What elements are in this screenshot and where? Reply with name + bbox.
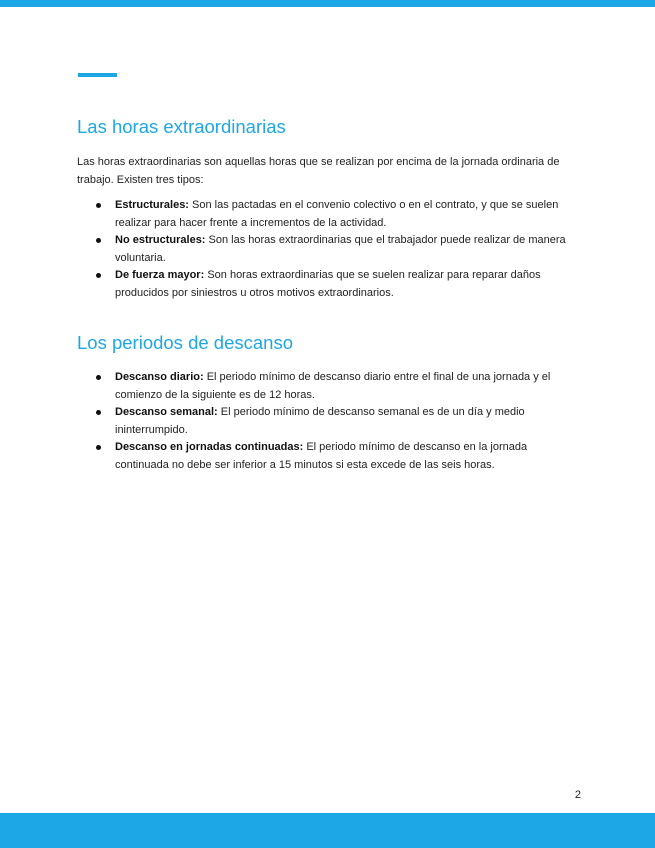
list-item xyxy=(77,232,582,267)
list-item xyxy=(77,197,582,232)
bottom-accent-bar xyxy=(0,813,655,848)
list-item xyxy=(77,267,582,302)
section-intro: Las horas extraordinarias son aquellas horas que se realizan por encima de la jornada ordinaria de trabajo. Existen tres tipos: xyxy=(77,156,560,186)
bullet-icon xyxy=(96,203,101,208)
list-item-term: Descanso semanal: xyxy=(115,406,218,418)
bullet-list xyxy=(77,197,582,302)
page-number: 2 xyxy=(574,789,581,801)
bullet-icon xyxy=(96,375,101,380)
bullet-list xyxy=(77,369,582,474)
list-item-term: De fuerza mayor: xyxy=(115,269,205,281)
list-item-text: Son las horas extraordinarias que el trabajador puede realizar de manera voluntaria. xyxy=(115,234,566,264)
bullet-icon xyxy=(96,273,101,278)
bullet-icon xyxy=(96,410,101,415)
list-item-term: Estructurales: xyxy=(115,199,189,211)
title-accent-line xyxy=(78,73,117,77)
section-heading: Las horas extraordinarias xyxy=(77,116,286,137)
list-item-term: Descanso en jornadas continuadas: xyxy=(115,441,304,453)
list-item-text: El periodo mínimo de descanso semanal es de un día y medio ininterrumpido. xyxy=(115,406,525,436)
list-item-term: No estructurales: xyxy=(115,234,206,246)
bullet-icon xyxy=(96,445,101,450)
bullet-icon xyxy=(96,238,101,243)
list-item-text: El periodo mínimo de descanso en la jornada continuada no debe ser inferior a 15 minutos si esta excede de las seis horas. xyxy=(115,441,528,471)
top-accent-bar xyxy=(0,0,655,7)
section-horas-extraordinarias xyxy=(77,115,582,302)
page-content xyxy=(77,115,582,474)
list-item-text: El periodo mínimo de descanso diario entre el final de una jornada y el comienzo de la siguiente es de 12 horas. xyxy=(115,371,551,401)
list-item-text: Son horas extraordinarias que se suelen realizar para reparar daños producidos por siniestros u otros motivos extraordinarios. xyxy=(115,269,541,299)
list-item xyxy=(77,404,582,439)
list-item xyxy=(77,439,582,474)
section-heading: Los periodos de descanso xyxy=(77,332,293,353)
list-item-term: Descanso diario: xyxy=(115,371,204,383)
section-periodos-descanso xyxy=(77,331,582,474)
list-item-text: Son las pactadas en el convenio colectivo o en el contrato, y que se suelen realizar para hacer frente a incrementos de la actividad. xyxy=(115,199,559,229)
list-item xyxy=(77,369,582,404)
